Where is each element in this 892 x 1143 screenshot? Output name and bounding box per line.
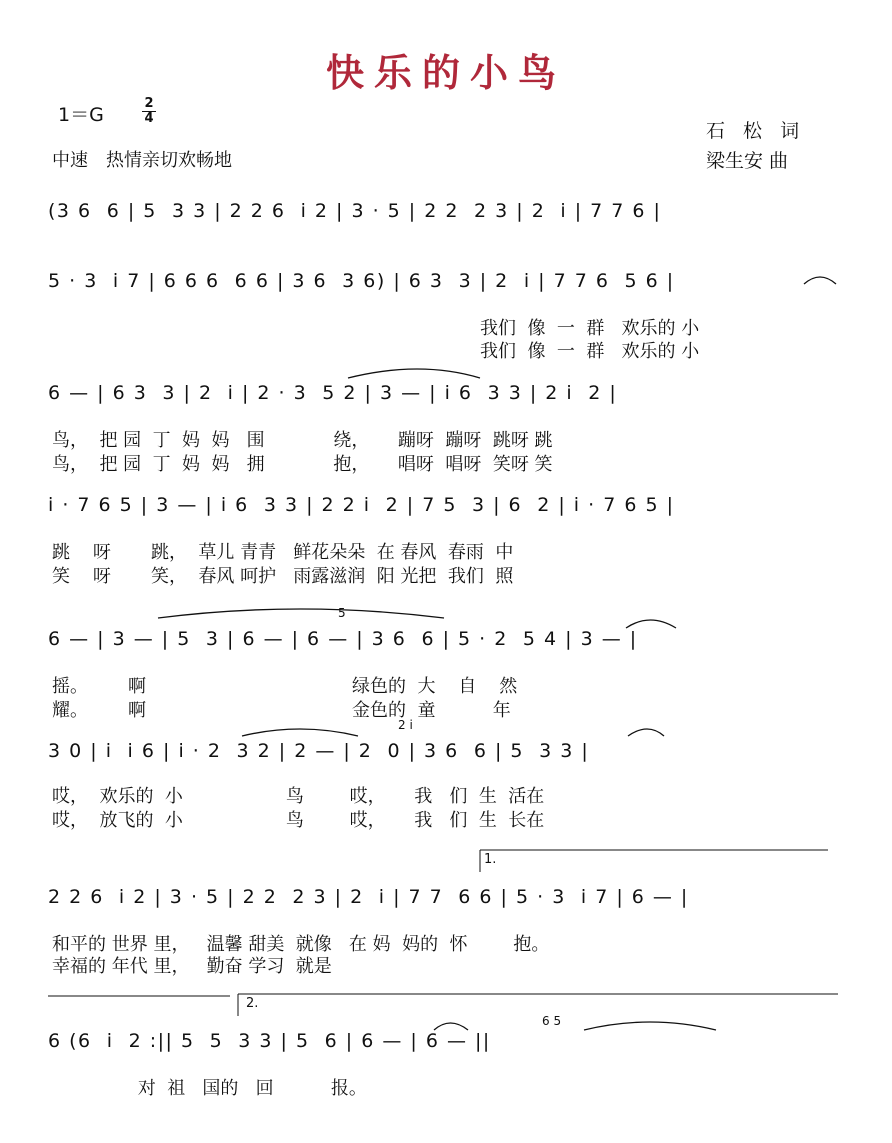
tempo-marking: 中速 热情亲切欢畅地 bbox=[52, 150, 232, 171]
time-signature bbox=[142, 98, 156, 125]
meter-top: 2 bbox=[144, 96, 154, 111]
slur bbox=[628, 729, 664, 736]
grace-note: 2 i bbox=[398, 718, 413, 732]
lyric-line: 鸟， 把 园 丁 妈 妈 拥 抱， 唱呀 唱呀 笑呀 笑 bbox=[52, 454, 553, 475]
lyric-line: 哎， 欢乐的 小 鸟 哎， 我 们 生 活在 bbox=[52, 786, 545, 807]
notation-row-3: 6 — | 6 3 3 | 2 i | 2 · 3 5 2 | 3 — | i 6 3 3 | 2 i 2 | bbox=[48, 382, 618, 404]
lyric-line: 摇。 啊 绿色的 大 自 然 bbox=[52, 676, 518, 697]
grace-note: 6 5 bbox=[542, 1014, 562, 1028]
key-signature: 1＝G bbox=[58, 104, 104, 126]
notation-row-2: 5 · 3 i 7 | 6 6 6 6 6 | 3 6 3 6) | 6 3 3 | 2 i | 7 7 6 5 6 | bbox=[48, 270, 675, 292]
slur bbox=[434, 1023, 468, 1030]
lyric-line: 笑 呀 笑， 春风 呵护 雨露滋润 阳 光把 我们 照 bbox=[52, 566, 514, 587]
volta-second-label: 2. bbox=[246, 996, 259, 1011]
notation-row-6: 3 0 | i i 6 | i · 2 3 2 | 2 — | 2 0 | 3 6 6 | 5 3 3 | bbox=[48, 740, 590, 762]
lyric-line: 跳 呀 跳， 草儿 青青 鲜花朵朵 在 春风 春雨 中 bbox=[52, 542, 514, 563]
notation-row-8: 6 (6 i 2 :|| 5 5 3 3 | 5 6 | 6 — | 6 — || bbox=[48, 1030, 491, 1052]
lyric-line: 和平的 世界 里， 温馨 甜美 就像 在 妈 妈的 怀 抱。 bbox=[52, 934, 550, 955]
lyric-line: 幸福的 年代 里， 勤奋 学习 就是 bbox=[52, 956, 332, 977]
song-title: 快乐的小鸟 bbox=[325, 51, 566, 95]
lyric-line: 鸟， 把 园 丁 妈 妈 围 绕， 蹦呀 蹦呀 跳呀 跳 bbox=[52, 430, 553, 451]
lyric-line: 对 祖 国的 回 报。 bbox=[52, 1078, 367, 1099]
lyric-line: 我们 像 一 群 欢乐的 小 bbox=[480, 318, 700, 339]
lyric-line: 我们 像 一 群 欢乐的 小 bbox=[480, 341, 700, 362]
slur bbox=[626, 620, 676, 628]
lyric-line: 哎， 放飞的 小 鸟 哎， 我 们 生 长在 bbox=[52, 810, 545, 831]
volta-first-label: 1. bbox=[484, 852, 497, 867]
slur bbox=[804, 277, 836, 284]
lyric-line: 耀。 啊 金色的 童 年 bbox=[52, 700, 511, 721]
slur bbox=[158, 609, 444, 618]
notation-row-4: i · 7 6 5 | 3 — | i 6 3 3 | 2 2 i 2 | 7 5 3 | 6 2 | i · 7 6 5 | bbox=[48, 494, 675, 516]
slur bbox=[348, 369, 480, 378]
grace-note: 5 bbox=[338, 606, 346, 620]
slur bbox=[584, 1022, 716, 1030]
slur bbox=[242, 729, 358, 736]
notation-row-7: 2 2 6 i 2 | 3 · 5 | 2 2 2 3 | 2 i | 7 7 6 6 | 5 · 3 i 7 | 6 — | bbox=[48, 886, 689, 908]
notation-row-1: (3 6 6 | 5 3 3 | 2 2 6 i 2 | 3 · 5 | 2 2 2 3 | 2 i | 7 7 6 | bbox=[48, 200, 662, 222]
notation-row-5: 6 — | 3 — | 5 3 | 6 — | 6 — | 3 6 6 | 5 · 2 5 4 | 3 — | bbox=[48, 628, 638, 650]
lyricist-credit: 石 松 词 bbox=[706, 120, 806, 142]
composer-credit: 梁生安 曲 bbox=[706, 150, 789, 172]
meter-bottom: 4 bbox=[144, 111, 154, 126]
